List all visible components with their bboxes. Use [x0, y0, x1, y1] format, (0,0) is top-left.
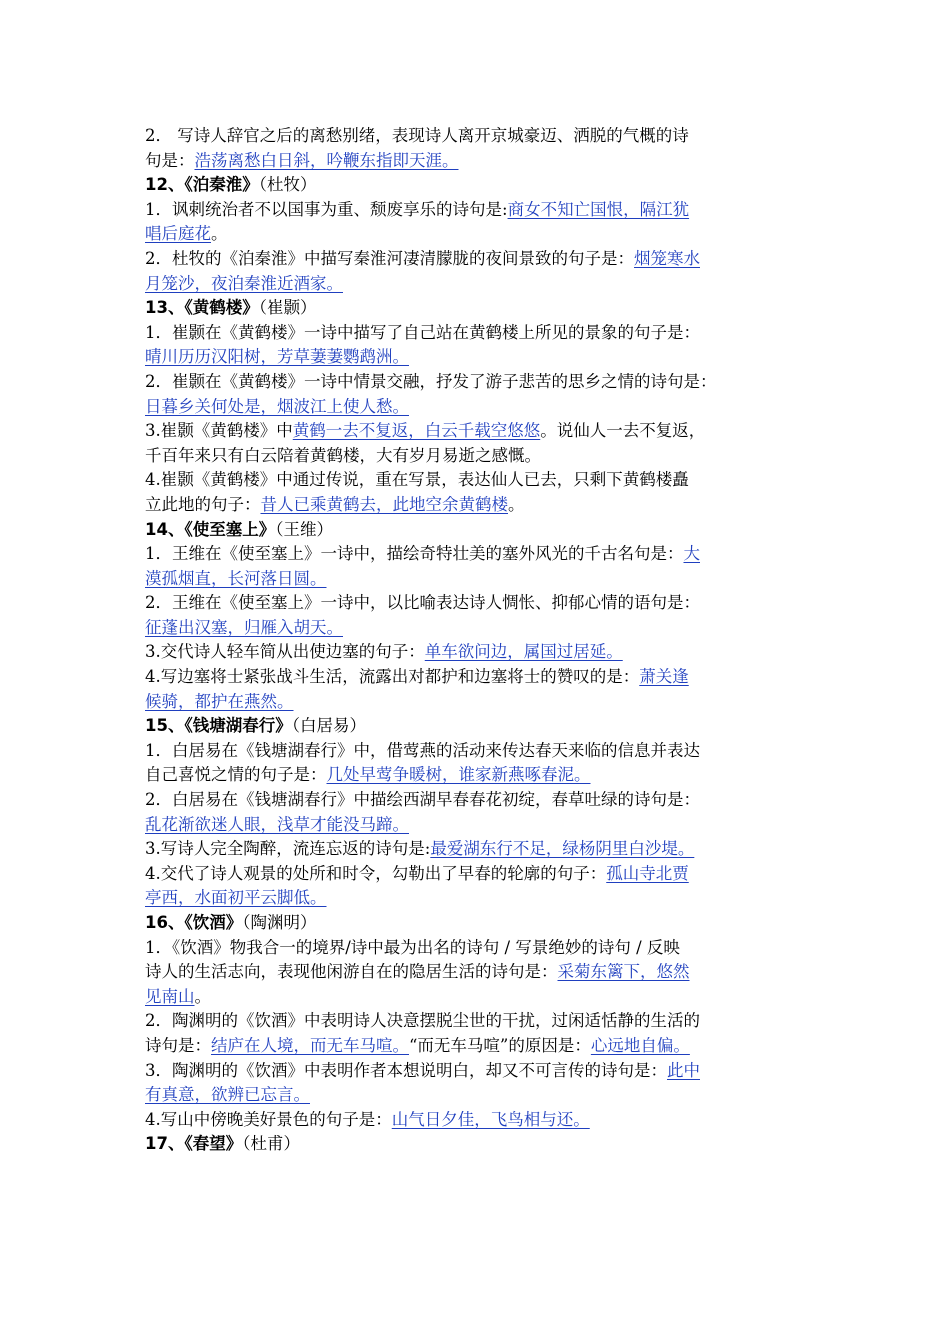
text-line [145, 1083, 805, 1108]
question-text: 2．王维在《使至塞上》一诗中，以比喻表达诗人惆怅、抑郁心情的语句是： [145, 593, 700, 613]
question-text: 4.写边塞将士紧张战斗生活，流露出对都护和边塞将士的赞叹的是： [145, 667, 640, 687]
question-text: 立此地的句子： [145, 494, 261, 514]
text-line [145, 616, 805, 641]
text-line [145, 567, 805, 592]
answer-text: 心远地自偏。 [590, 1035, 690, 1055]
text-line [145, 272, 805, 297]
poem-title: 13、《黄鹤楼》 [145, 298, 259, 318]
section-heading [145, 1132, 805, 1157]
question-text: 3.崔颢《黄鹤楼》中 [145, 421, 293, 441]
text-line [145, 985, 805, 1010]
text-line [145, 960, 805, 985]
question-text: 2．白居易在《钱塘湖春行》中描绘西湖早春春花初绽，春草吐绿的诗句是： [145, 790, 700, 810]
question-text: 4.交代了诗人观景的处所和时令，勾勒出了早春的轮廓的句子： [145, 863, 607, 883]
answer-text: 昔人已乘黄鹤去，此地空余黄鹤楼 [260, 494, 508, 514]
text-line [145, 395, 805, 420]
answer-text: 月笼沙，夜泊秦淮近酒家。 [145, 273, 343, 293]
poem-author: （杜牧） [258, 175, 317, 195]
poem-author: （崔颢） [258, 298, 317, 318]
answer-text: 有真意，欲辨已忘言。 [145, 1085, 310, 1105]
section-heading [145, 518, 805, 543]
text-line [145, 591, 805, 616]
text-line [145, 345, 805, 370]
poem-title: 12、《泊秦淮》 [145, 175, 259, 195]
answer-text: 萧关逢 [639, 667, 689, 687]
text-line [145, 1009, 805, 1034]
text-line [145, 1034, 805, 1059]
poem-title: 15、《钱塘湖春行》 [145, 716, 292, 736]
text-line [145, 665, 805, 690]
poem-author: （王维） [275, 519, 333, 539]
text-line [145, 862, 805, 887]
answer-text: 最爱湖东行不足，绿杨阴里白沙堤。 [430, 839, 695, 859]
answer-text: 此中 [667, 1060, 700, 1080]
text-line [145, 370, 805, 395]
question-text: 诗句是： [145, 1035, 211, 1055]
text-line [145, 444, 805, 469]
text-line [145, 640, 805, 665]
answer-text: 见南山 [145, 986, 195, 1006]
text-line [145, 149, 805, 174]
question-text: 千百年来只有白云陪着黄鹤楼，大有岁月易逝之感慨。 [145, 445, 541, 465]
text-line [145, 690, 805, 715]
question-text: 3．陶渊明的《饮酒》中表明作者本想说明白，却又不可言传的诗句是： [145, 1060, 667, 1080]
answer-text: 烟笼寒水 [634, 248, 700, 268]
answer-text: 几处早莺争暖树，谁家新燕啄春泥。 [326, 765, 591, 785]
section-heading [145, 714, 805, 739]
answer-text: 浩荡离愁白日斜，吟鞭东指即天涯。 [194, 150, 459, 170]
text-line [145, 837, 805, 862]
text-line [145, 1108, 805, 1133]
question-text: 1．《饮酒》物我合一的境界/诗中最为出名的诗句 / 写景绝妙的诗句 / 反映 [145, 937, 680, 957]
answer-text: 征蓬出汉塞，归雁入胡天。 [145, 617, 343, 637]
section-heading [145, 911, 805, 936]
text-line [145, 936, 805, 961]
text-line [145, 1059, 805, 1084]
question-text: 。说仙人一去不复返， [540, 421, 706, 441]
poem-title: 16、《饮酒》 [145, 913, 243, 932]
answer-text: 晴川历历汉阳树，芳草萋萋鹦鹉洲。 [145, 347, 409, 367]
question-text: 4.崔颢《黄鹤楼》中通过传说，重在写景，表达仙人已去，只剩下黄鹤楼矗 [145, 470, 689, 490]
poem-author: （白居易） [291, 716, 366, 736]
section-heading [145, 296, 805, 321]
text-line [145, 886, 805, 911]
answer-text: 唱后庭花 [145, 224, 211, 244]
question-text: 2． 写诗人辞官之后的离愁别绪，表现诗人离开京城豪迈、洒脱的气概的诗 [145, 126, 689, 145]
question-text: 1．白居易在《钱塘湖春行》中，借莺燕的活动来传达春天来临的信息并表达 [145, 740, 700, 760]
question-text: 1．王维在《使至塞上》一诗中，描绘奇特壮美的塞外风光的千古名句是： [145, 544, 684, 564]
text-line [145, 739, 805, 764]
question-text: 诗人的生活志向，表现他闲游自在的隐居生活的诗句是： [145, 962, 558, 982]
text-line [145, 247, 805, 272]
poem-author: （杜甫） [242, 1134, 300, 1154]
question-text: 。 [508, 494, 525, 514]
text-line [145, 198, 805, 223]
question-text: 自己喜悦之情的句子是： [145, 765, 327, 785]
poem-title: 17、《春望》 [145, 1134, 243, 1154]
text-line [145, 419, 805, 444]
question-text: 1．讽刺统治者不以国事为重、颓废享乐的诗句是: [145, 199, 508, 219]
text-line [145, 813, 805, 838]
question-text: 1．崔颢在《黄鹤楼》一诗中描写了自己站在黄鹤楼上所见的景象的句子是： [145, 322, 700, 342]
answer-text: 孤山寺北贾 [606, 863, 689, 883]
text-line [145, 763, 805, 788]
answer-text: 商女不知亡国恨，隔江犹 [507, 199, 690, 219]
question-text: 。 [211, 224, 228, 244]
question-text: 2．陶渊明的《饮酒》中表明诗人决意摆脱尘世的干扰，过闲适恬静的生活的 [145, 1011, 700, 1031]
poem-author: （陶渊明） [242, 913, 317, 932]
answer-text: 山气日夕佳，飞鸟相与还。 [391, 1109, 590, 1129]
question-text: 2．崔颢在《黄鹤楼》一诗中情景交融，抒发了游子悲苦的思乡之情的诗句是： [145, 371, 717, 391]
answer-text: 结庐在人境，而无车马喧。 [211, 1035, 409, 1055]
poem-title: 14、《使至塞上》 [145, 519, 276, 539]
answer-text: 采菊东篱下，悠然 [557, 962, 690, 982]
question-text: 。 [194, 986, 211, 1006]
answer-text: 大 [683, 544, 700, 564]
text-line [145, 321, 805, 346]
document-body [145, 124, 805, 1157]
answer-text: 日暮乡关何处是，烟波江上使人愁。 [145, 396, 409, 416]
answer-text: 亭西，水面初平云脚低。 [145, 888, 327, 908]
question-text: 4.写山中傍晚美好景色的句子是： [145, 1109, 392, 1129]
question-text: 3.交代诗人轻车简从出使边塞的句子： [145, 642, 425, 662]
answer-text: 乱花渐欲迷人眼，浅草才能没马蹄。 [145, 814, 409, 834]
answer-text: 单车欲问边，属国过居延。 [424, 642, 623, 662]
answer-text: 候骑，都护在燕然。 [145, 691, 294, 711]
question-text: 句是： [145, 150, 195, 170]
text-line [145, 124, 805, 149]
text-line [145, 468, 805, 493]
answer-text: 黄鹤一去不复返，白云千载空悠悠 [292, 421, 541, 441]
question-text: “而无车马喧”的原因是： [409, 1035, 591, 1055]
text-line [145, 222, 805, 247]
section-heading [145, 173, 805, 198]
answer-text: 漠孤烟直，长河落日圆。 [145, 568, 327, 588]
text-line [145, 542, 805, 567]
text-line [145, 493, 805, 518]
question-text: 2．杜牧的《泊秦淮》中描写秦淮河凄清朦胧的夜间景致的句子是： [145, 248, 634, 268]
question-text: 3.写诗人完全陶醉，流连忘返的诗句是: [145, 839, 431, 859]
text-line [145, 788, 805, 813]
